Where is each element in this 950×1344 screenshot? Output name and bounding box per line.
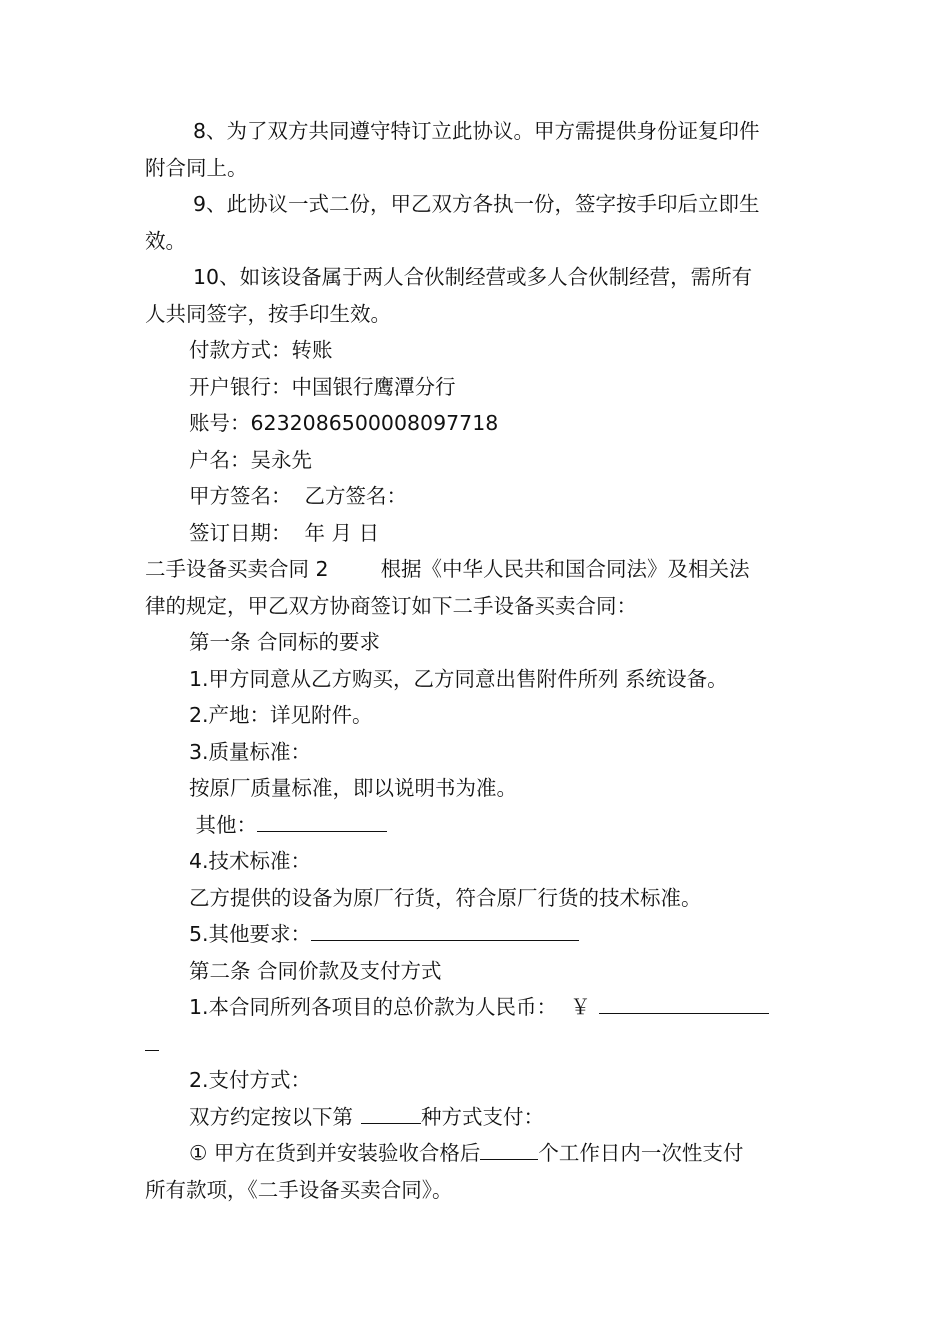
quality-standard: 按原厂质量标准，即以说明书为准。 (189, 776, 517, 800)
quality-other-label: 其他： (189, 812, 258, 837)
contract-2-intro: 根据《中华人民共和国合同法》及相关法 (380, 557, 750, 581)
clause-8-cont: 附合同上。 (145, 155, 248, 180)
payment-option-1 (145, 1135, 825, 1172)
contract-2-title: 二手设备买卖合同 2 (145, 557, 329, 581)
article-1-item-3: 3.质量标准： (189, 739, 312, 764)
payment-option-end: 种方式支付： (421, 1104, 544, 1129)
payment-option-choice (145, 1099, 825, 1136)
payment-days-blank (480, 1141, 538, 1160)
bank-name: 开户银行：中国银行鹰潭分行 (189, 374, 456, 399)
contract-2-heading (145, 551, 825, 588)
other-requirements-label: 5.其他要求： (189, 922, 312, 946)
signatures-line: 甲方签名： 乙方签名： (189, 484, 408, 508)
clause-9: 9、此协议一式二份，甲乙双方各执一份，签字按手印后立即生 (193, 192, 760, 216)
contract-2-intro-cont: 律的规定，甲乙双方协商签订如下二手设备买卖合同： (145, 593, 637, 618)
document-body (145, 113, 825, 1208)
quality-other (145, 807, 825, 844)
clause-10-cont: 人共同签字，按手印生效。 (145, 301, 391, 326)
clause-9-cont: 效。 (145, 228, 186, 253)
article-1-heading: 第一条 合同标的要求 (189, 630, 381, 654)
article-1-item-5 (145, 916, 825, 953)
quality-other-blank (257, 813, 387, 832)
payment-option-label: 双方约定按以下第 (189, 1104, 353, 1129)
article-1-item-2: 2.产地：详见附件。 (189, 703, 373, 727)
article-2-heading: 第二条 合同价款及支付方式 (189, 958, 442, 983)
payment-option-1-end: 个工作日内一次性支付 (538, 1141, 744, 1165)
total-price-blank-cont (145, 1026, 825, 1063)
total-price-blank-tail (145, 1032, 159, 1051)
sign-date: 签订日期： 年 月 日 (189, 520, 380, 545)
total-price-label: 1.本合同所列各项目的总价款为人民币： ￥ (189, 995, 591, 1019)
article-1-item-4: 4.技术标准： (189, 849, 312, 873)
article-2-item-2: 2.支付方式： (189, 1068, 312, 1092)
technical-standard: 乙方提供的设备为原厂行货，符合原厂行货的技术标准。 (189, 885, 702, 910)
payment-option-blank (361, 1105, 421, 1124)
total-price (145, 989, 825, 1026)
clause-8: 8、为了双方共同遵守特订立此协议。甲方需提供身份证复印件 (193, 119, 760, 143)
account-number: 账号：6232086500008097718 (189, 411, 499, 435)
payment-option-1-text: ① 甲方在货到并安装验收合格后 (189, 1141, 481, 1165)
other-requirements-blank (311, 922, 579, 941)
payment-method: 付款方式：转账 (189, 338, 333, 362)
total-price-blank (599, 995, 769, 1014)
article-1-item-1: 1.甲方同意从乙方购买，乙方同意出售附件所列 系统设备。 (189, 666, 728, 691)
account-holder: 户名：吴永先 (189, 447, 312, 472)
clause-10: 10、如该设备属于两人合伙制经营或多人合伙制经营，需所有 (193, 265, 753, 289)
payment-option-1-cont: 所有款项，《二手设备买卖合同》。 (145, 1177, 453, 1202)
